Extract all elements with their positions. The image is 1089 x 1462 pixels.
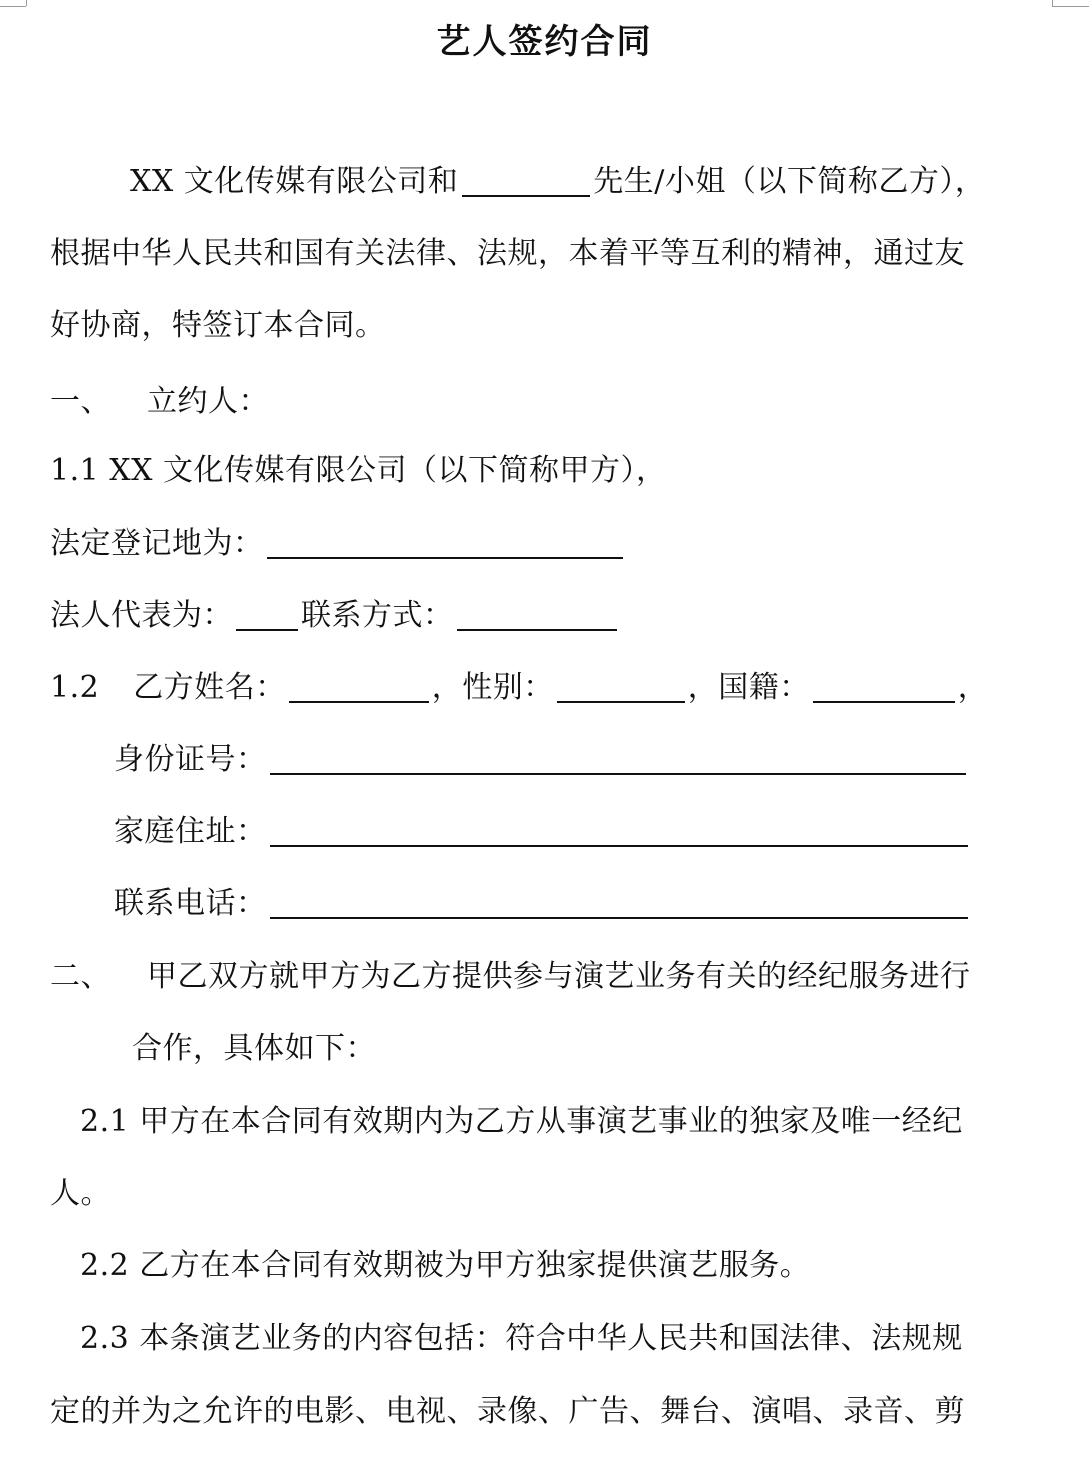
home-address-blank[interactable] [270, 811, 968, 847]
id-number-label: 身份证号： [114, 742, 267, 777]
section-1-number: 一、 [50, 384, 111, 419]
nationality-blank[interactable] [813, 667, 955, 703]
intro-party-a: XX 文化传媒有限公司和 [130, 164, 459, 199]
intro-line-1 [130, 160, 985, 204]
intro-line-3: 好协商，特签订本合同。 [50, 308, 386, 343]
item-1-1: 1.1 XX 文化传媒有限公司（以下简称甲方）， [50, 453, 667, 488]
id-number-row [114, 738, 969, 782]
phone-row [114, 882, 971, 926]
item-2-1-line-1: 2.1 甲方在本合同有效期内为乙方从事演艺事业的独家及唯一经纪 [80, 1104, 963, 1139]
home-address-label: 家庭住址： [114, 814, 267, 849]
section-1-title: 立约人： [147, 384, 269, 419]
item-1-2-row [50, 666, 988, 710]
crop-mark-left-h [0, 6, 26, 7]
phone-blank[interactable] [270, 883, 968, 919]
section-1-heading [50, 380, 269, 424]
home-address-row [114, 810, 971, 854]
item-2-1-line-2: 人。 [50, 1176, 111, 1211]
registered-address-row [50, 522, 626, 566]
name-blank[interactable] [289, 667, 429, 703]
nationality-label: ，国籍： [687, 670, 810, 705]
legal-rep-blank[interactable] [236, 595, 298, 631]
contact-blank[interactable] [457, 595, 617, 631]
section-2-heading [50, 955, 971, 999]
phone-label: 联系电话： [114, 886, 267, 921]
trailing-comma: ， [957, 670, 989, 705]
contact-label: 联系方式： [301, 598, 454, 633]
crop-mark-right-h [1052, 6, 1089, 7]
name-label: 乙方姓名： [133, 670, 286, 705]
section-2-title-line-1: 甲乙双方就甲方为乙方提供参与演艺业务有关的经纪服务进行 [147, 959, 971, 994]
section-2-title-line-2: 合作，具体如下： [132, 1031, 376, 1066]
item-2-2: 2.2 乙方在本合同有效期被为甲方独家提供演艺服务。 [80, 1248, 811, 1283]
section-2-number: 二、 [50, 959, 111, 994]
registered-address-label: 法定登记地为： [50, 526, 264, 561]
gender-blank[interactable] [557, 667, 685, 703]
party-b-name-blank[interactable] [462, 161, 590, 197]
registered-address-blank[interactable] [267, 523, 623, 559]
id-number-blank[interactable] [270, 739, 966, 775]
legal-rep-row [50, 594, 620, 638]
item-2-3-line-1: 2.3 本条演艺业务的内容包括：符合中华人民共和国法律、法规规 [80, 1321, 963, 1356]
legal-rep-label: 法人代表为： [50, 598, 233, 633]
document-title: 艺人签约合同 [436, 22, 653, 62]
gender-label: ，性别： [431, 670, 554, 705]
item-1-2-number: 1.2 [50, 670, 100, 705]
intro-line-2: 根据中华人民共和国有关法律、法规，本着平等互利的精神，通过友 [50, 236, 965, 271]
crop-mark-right-v [1052, 0, 1053, 6]
crop-mark-left-v [26, 0, 27, 6]
item-2-3-line-2: 定的并为之允许的电影、电视、录像、广告、舞台、演唱、录音、剪 [50, 1394, 965, 1429]
intro-party-b: 先生/小姐（以下简称乙方）， [593, 164, 986, 199]
